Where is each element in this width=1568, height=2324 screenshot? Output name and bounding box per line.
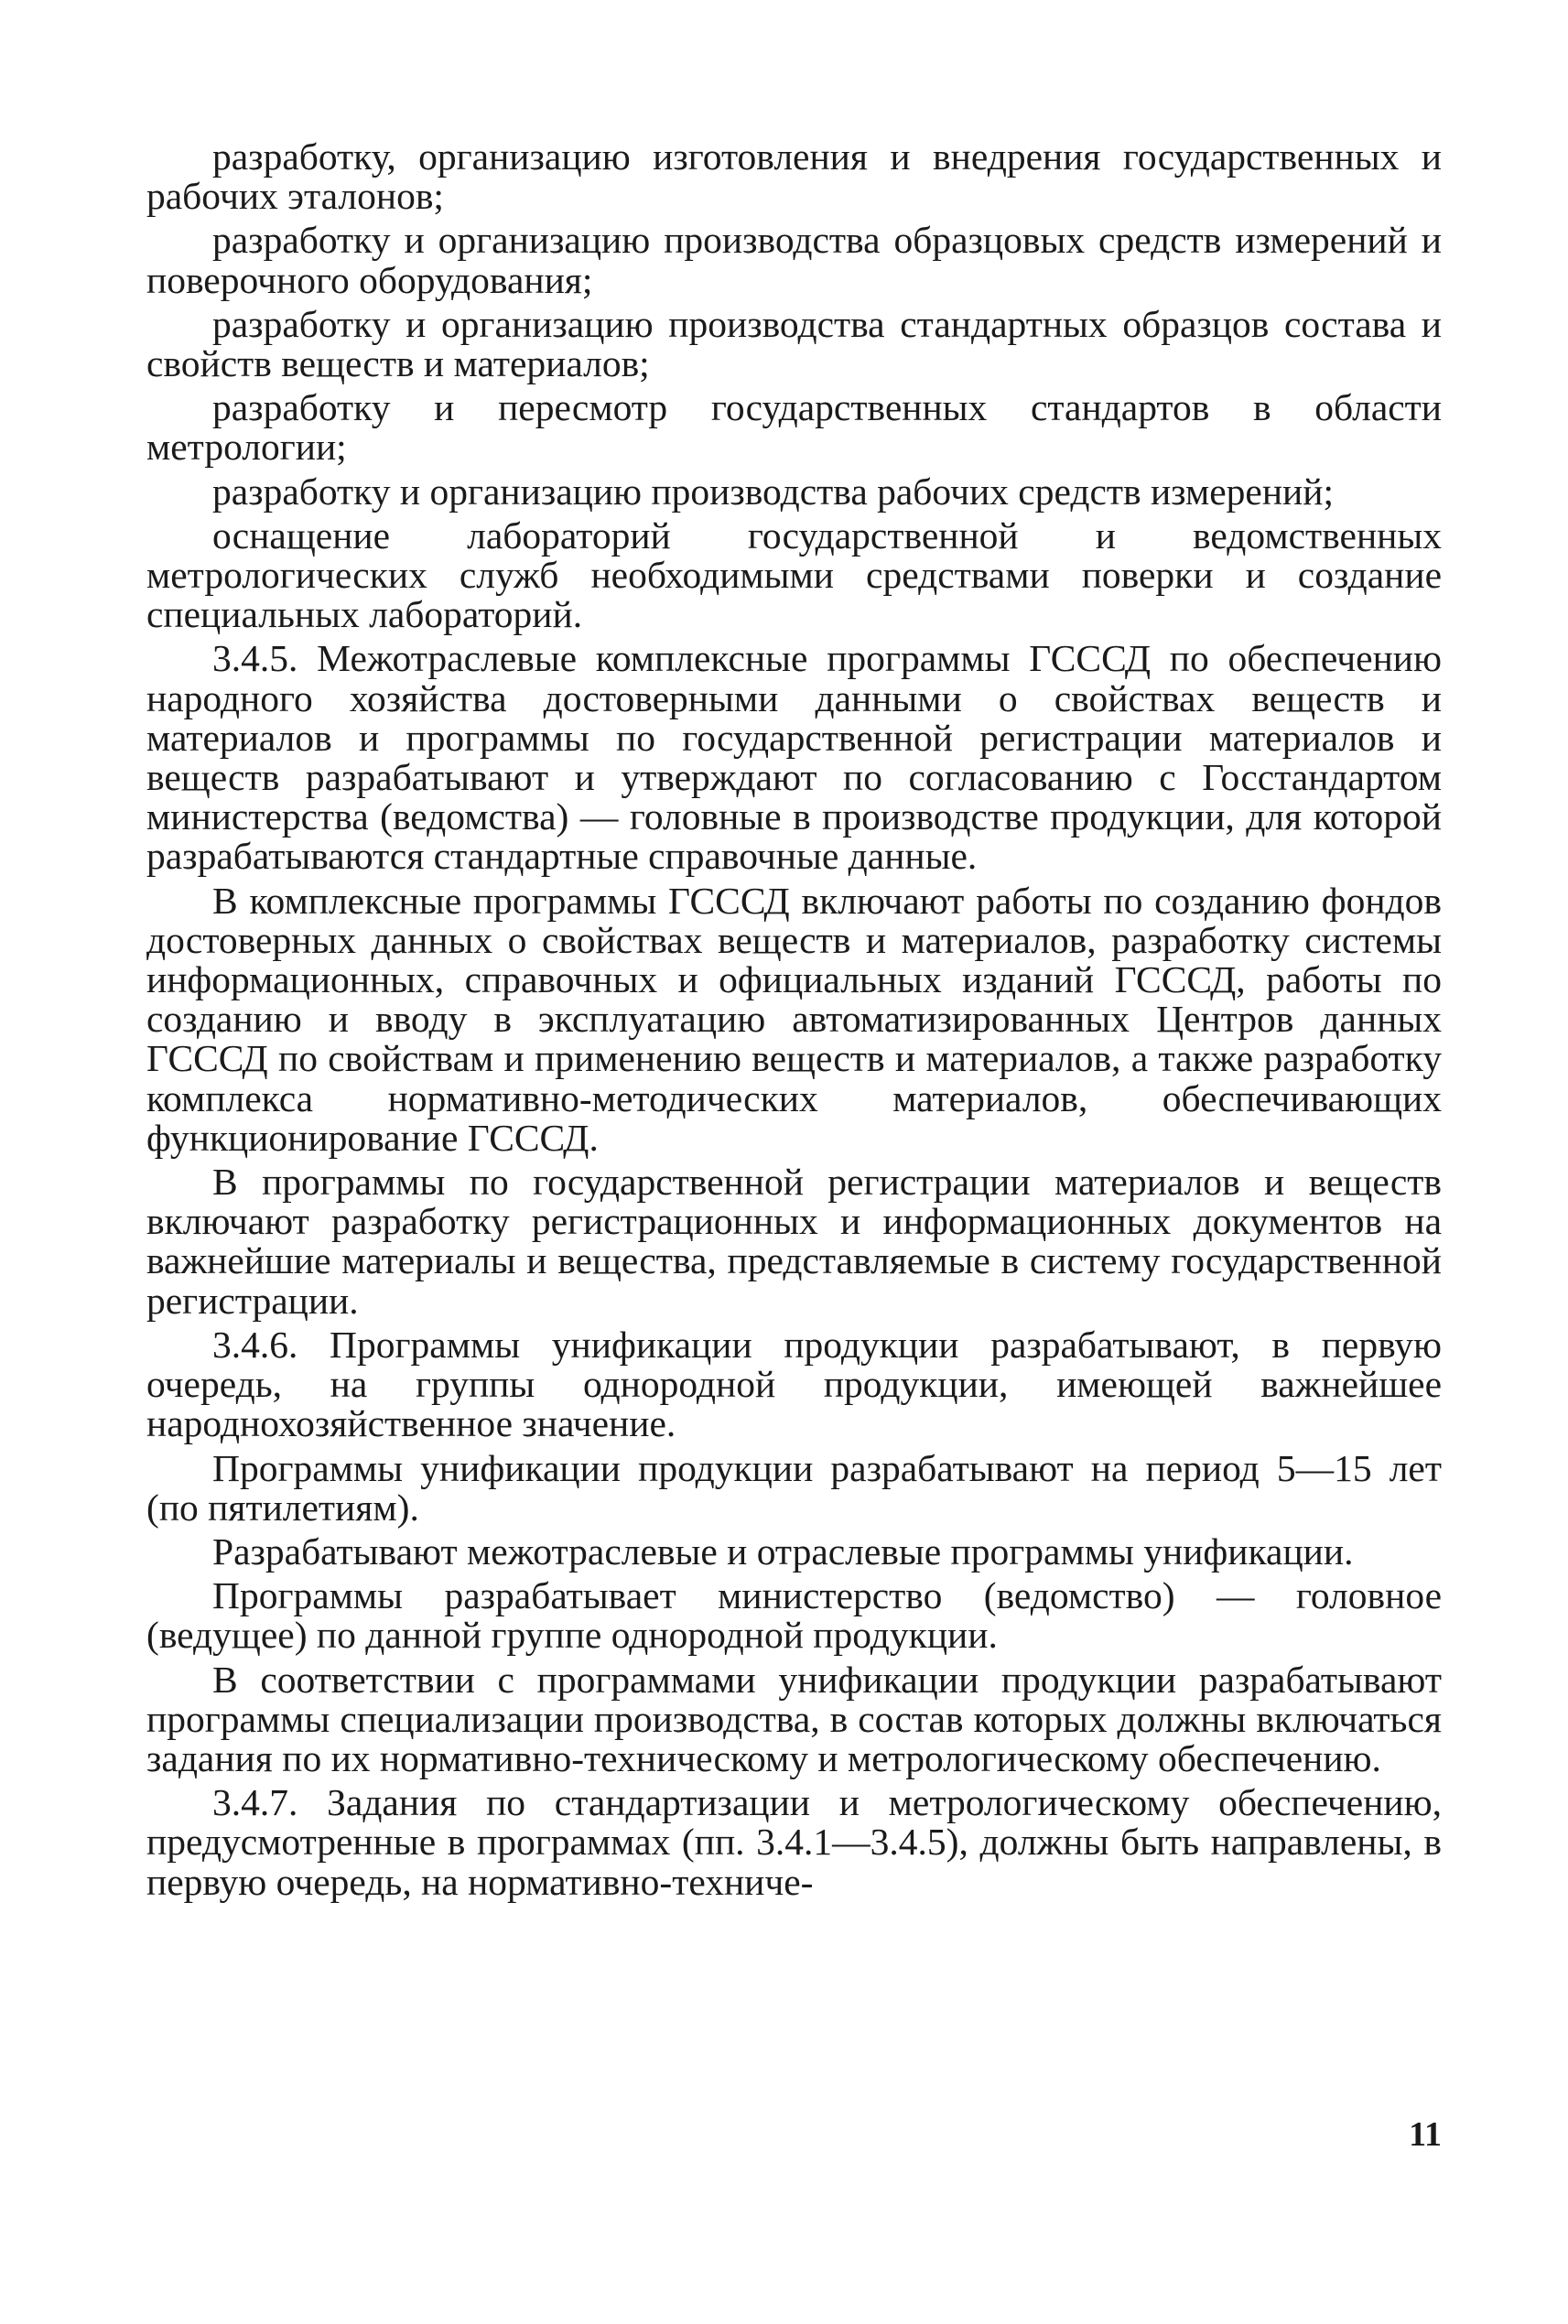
paragraph-item-6: оснащение лабораторий государственной и ведомственных метрологических служб необходимыми средствами поверки и создание специальных лабораторий.	[146, 513, 1442, 636]
paragraph-unification-types: Разрабатывают межотраслевые и отраслевые программы унификации.	[212, 1530, 1354, 1573]
paragraph-program-developer: Программы разрабатывает министерство (ведомство) — головное (ведущее) по данной группе однородной продукции.	[146, 1574, 1442, 1657]
paragraph-item-3: разработку и организацию производства стандартных образцов состава и свойств веществ и материалов;	[146, 302, 1442, 385]
paragraph-specialization: В соответствии с программами унификации продукции разрабатывают программы специализации производства, в состав которых должны включаться задания по их нормативно-техническому и метрологическому обеспечению.	[146, 1658, 1442, 1779]
paragraph-item-2: разработку и организацию производства образцовых средств измерений и поверочного оборудования;	[146, 219, 1442, 301]
page-number: 11	[1409, 2115, 1442, 2154]
paragraph-complex-programs: В комплексные программы ГСССД включают работы по созданию фондов достоверных данных о свойствах веществ и материалов, разработку системы информационных, справочных и официальных изданий ГСССД, работы по созданию и вводу в эксплуатацию автоматизированных Центров данных ГСССД по свойствам и применению веществ и материалов, а также разработку комплекса нормативно-методических материалов, обеспечивающих функционирование ГСССД.	[146, 879, 1442, 1159]
paragraph-3-4-6: 3.4.6. Программы унификации продукции разрабатывают, в первую очередь, на группы однородной продукции, имеющей важнейшее народнохозяйственное значение.	[146, 1323, 1442, 1445]
paragraph-item-4: разработку и пересмотр государственных стандартов в области метрологии;	[146, 386, 1442, 469]
paragraph-item-1: разработку, организацию изготовления и внедрения государственных и рабочих эталонов;	[146, 135, 1442, 218]
document-body	[146, 137, 1442, 1907]
paragraph-registration-programs: В программы по государственной регистрации материалов и веществ включают разработку регистрационных и информационных документов на важнейшие материалы и вещества, представляемые в систему государственной регистрации.	[146, 1161, 1442, 1322]
paragraph-3-4-7: 3.4.7. Задания по стандартизации и метрологическому обеспечению, предусмотренные в программах (пп. 3.4.1—3.4.5), должны быть направлены, в первую очередь, на нормативно-техниче-	[146, 1781, 1442, 1903]
paragraph-3-4-5: 3.4.5. Межотраслевые комплексные программы ГСССД по обеспечению народного хозяйства достоверными данными о свойствах веществ и материалов и программы по государственной регистрации материалов и веществ разрабатывают и утверждают по согласованию с Госстандартом министерства (ведомства) — головные в производстве продукции, для которой разрабатываются стандартные справочные данные.	[146, 637, 1442, 878]
paragraph-item-5: разработку и организацию производства рабочих средств измерений;	[212, 470, 1334, 513]
paragraph-unification-period: Программы унификации продукции разрабатывают на период 5—15 лет (по пятилетиям).	[146, 1446, 1442, 1529]
